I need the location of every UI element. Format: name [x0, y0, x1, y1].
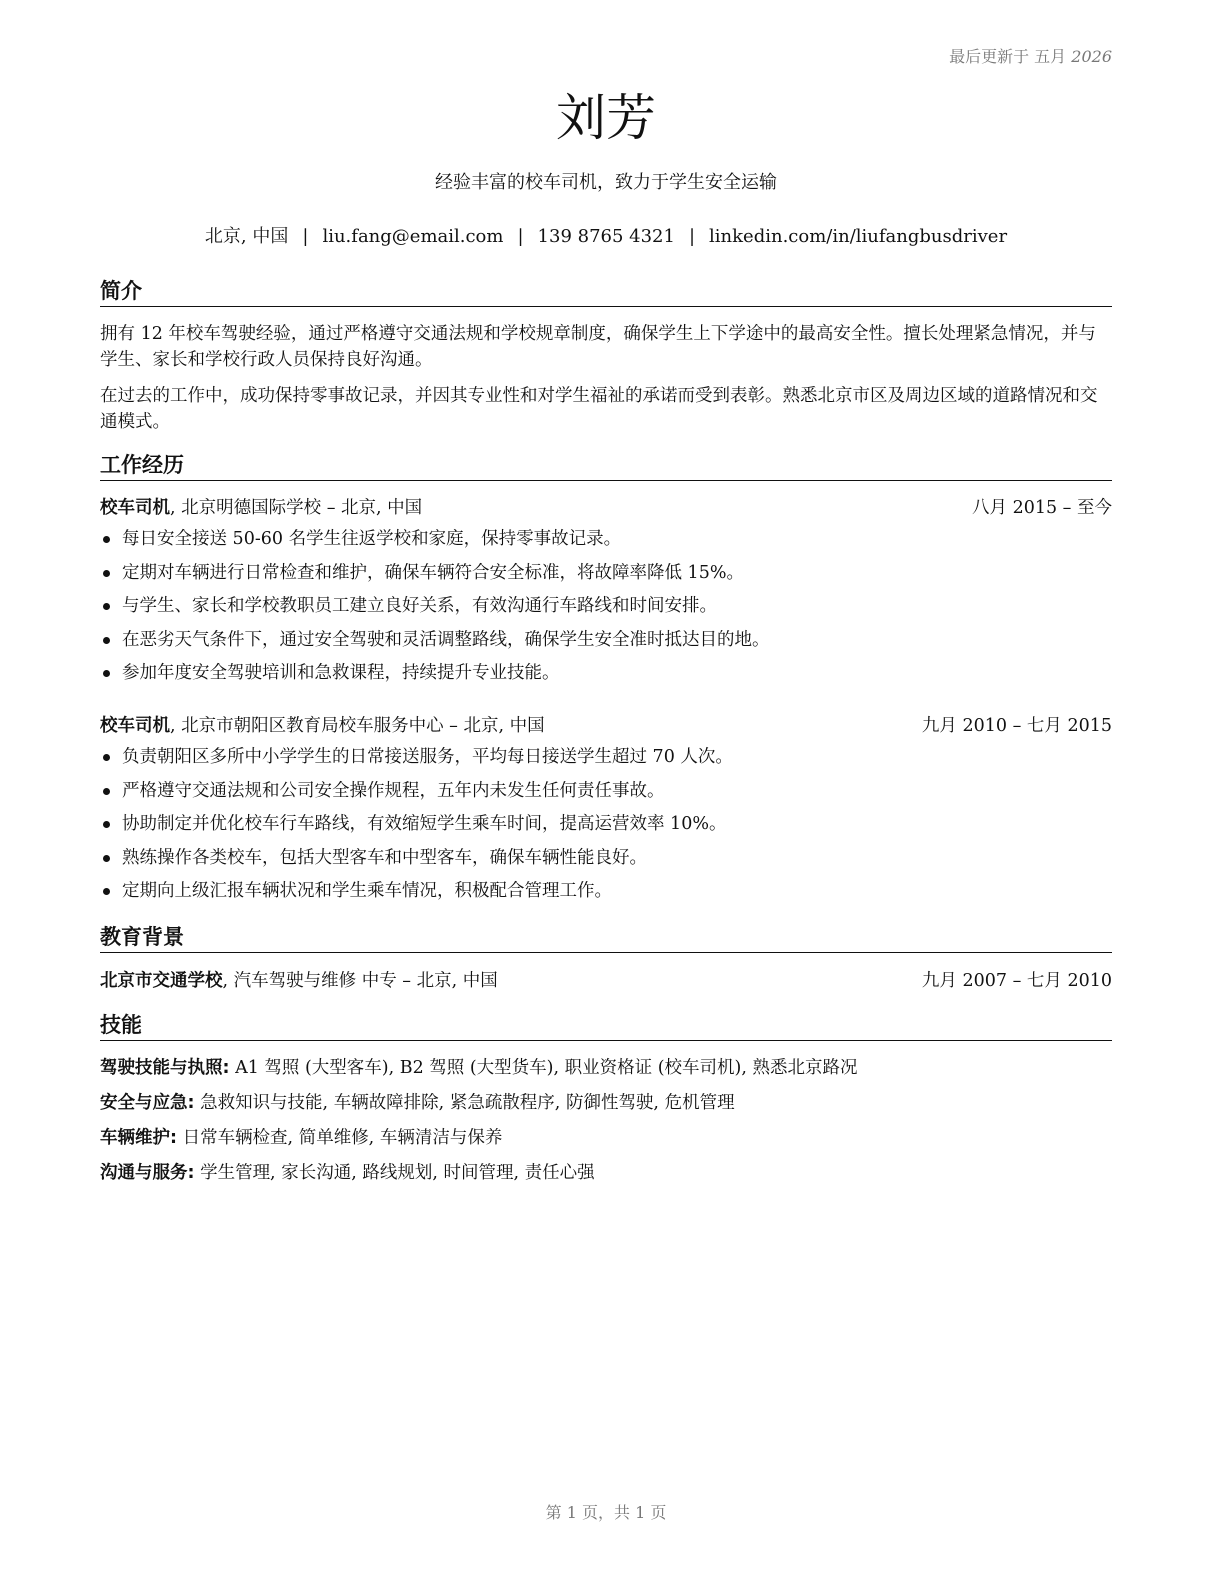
resume-page [100, 0, 1112, 1584]
education-school: 北京市交通学校 [100, 971, 223, 991]
job-role: 校车司机 [100, 498, 170, 518]
list-item: 负责朝阳区多所中小学学生的日常接送服务，平均每日接送学生超过 70 人次。 [100, 741, 1112, 775]
list-item: 定期对车辆进行日常检查和维护，确保车辆符合安全标准，将故障率降低 15%。 [100, 557, 1112, 591]
candidate-tagline: 经验丰富的校车司机，致力于学生安全运输 [435, 172, 777, 193]
job-bullets [100, 523, 1112, 691]
list-item: 严格遵守交通法规和公司安全操作规程，五年内未发生任何责任事故。 [100, 775, 1112, 809]
last-updated-label: 最后更新于 五月 [949, 47, 1067, 66]
job-header [100, 495, 1112, 521]
job-role: 校车司机 [100, 716, 170, 736]
skill-items: A1 驾照 (大型客车), B2 驾照 (大型货车), 职业资格证 (校车司机), 熟悉北京路况 [229, 1058, 858, 1078]
summary-paragraph: 在过去的工作中，成功保持零事故记录，并因其专业性和对学生福祉的承诺而受到表彰。熟悉北京市区及周边区域的道路情况和交通模式。 [100, 386, 1098, 432]
section-title-education: 教育背景 [100, 923, 1112, 953]
skill-row [100, 1055, 1112, 1081]
contact-line [100, 224, 1112, 250]
list-item: 参加年度安全驾驶培训和急救课程，持续提升专业技能。 [100, 657, 1112, 691]
skill-category: 沟通与服务: [100, 1163, 195, 1183]
skill-category: 安全与应急: [100, 1093, 195, 1113]
section-title-skills: 技能 [100, 1011, 1112, 1041]
list-item: 与学生、家长和学校教职员工建立良好关系，有效沟通行车路线和时间安排。 [100, 590, 1112, 624]
list-item: 定期向上级汇报车辆状况和学生乘车情况，积极配合管理工作。 [100, 875, 1112, 909]
education-detail: , 汽车驾驶与维修 中专 – 北京, 中国 [222, 971, 498, 991]
job-dates: 八月 2015 – 至今 [972, 498, 1112, 518]
list-item: 协助制定并优化校车行车路线，有效缩短学生乘车时间，提高运营效率 10%。 [100, 808, 1112, 842]
skill-row [100, 1125, 1112, 1151]
contact-linkedin[interactable]: linkedin.com/in/liufangbusdriver [709, 226, 1008, 247]
summary-paragraph: 拥有 12 年校车驾驶经验，通过严格遵守交通法规和学校规章制度，确保学生上下学途中的最高安全性。擅长处理紧急情况，并与学生、家长和学校行政人员保持良好沟通。 [100, 324, 1096, 370]
skill-items: 学生管理, 家长沟通, 路线规划, 时间管理, 责任心强 [194, 1163, 595, 1183]
list-item: 熟练操作各类校车，包括大型客车和中型客车，确保车辆性能良好。 [100, 842, 1112, 876]
section-title-experience: 工作经历 [100, 451, 1112, 481]
contact-location: 北京, 中国 [204, 226, 289, 247]
last-updated-year: 2026 [1071, 47, 1112, 66]
skill-row [100, 1090, 1112, 1116]
education-entry [100, 968, 1112, 994]
job-title-org [100, 713, 545, 739]
job-title-org [100, 495, 422, 521]
contact-separator: | [302, 226, 309, 247]
list-item: 在恶劣天气条件下，通过安全驾驶和灵活调整路线，确保学生安全准时抵达目的地。 [100, 624, 1112, 658]
contact-email[interactable]: liu.fang@email.com [322, 226, 504, 247]
contact-separator: | [517, 226, 524, 247]
job-dates: 九月 2010 – 七月 2015 [921, 716, 1112, 736]
contact-separator: | [688, 226, 696, 247]
list-item: 每日安全接送 50-60 名学生往返学校和家庭，保持零事故记录。 [100, 523, 1112, 557]
skill-row [100, 1160, 1112, 1186]
job-org: , 北京明德国际学校 – 北京, 中国 [170, 498, 423, 518]
education-dates: 九月 2007 – 七月 2010 [921, 971, 1112, 991]
skill-items: 急救知识与技能, 车辆故障排除, 紧急疏散程序, 防御性驾驶, 危机管理 [194, 1093, 735, 1113]
page-number: 第 1 页，共 1 页 [545, 1503, 667, 1522]
education-school-detail [100, 968, 498, 994]
job-org: , 北京市朝阳区教育局校车服务中心 – 北京, 中国 [170, 716, 545, 736]
last-updated [949, 44, 1112, 67]
skill-items: 日常车辆检查, 简单维修, 车辆清洁与保养 [177, 1128, 503, 1148]
candidate-name: 刘芳 [556, 89, 656, 147]
job-header [100, 713, 1112, 739]
section-title-summary: 简介 [100, 277, 1112, 307]
contact-phone: 139 8765 4321 [537, 226, 675, 247]
job-bullets [100, 741, 1112, 909]
skill-category: 车辆维护: [100, 1128, 177, 1148]
skill-category: 驾驶技能与执照: [100, 1058, 230, 1078]
